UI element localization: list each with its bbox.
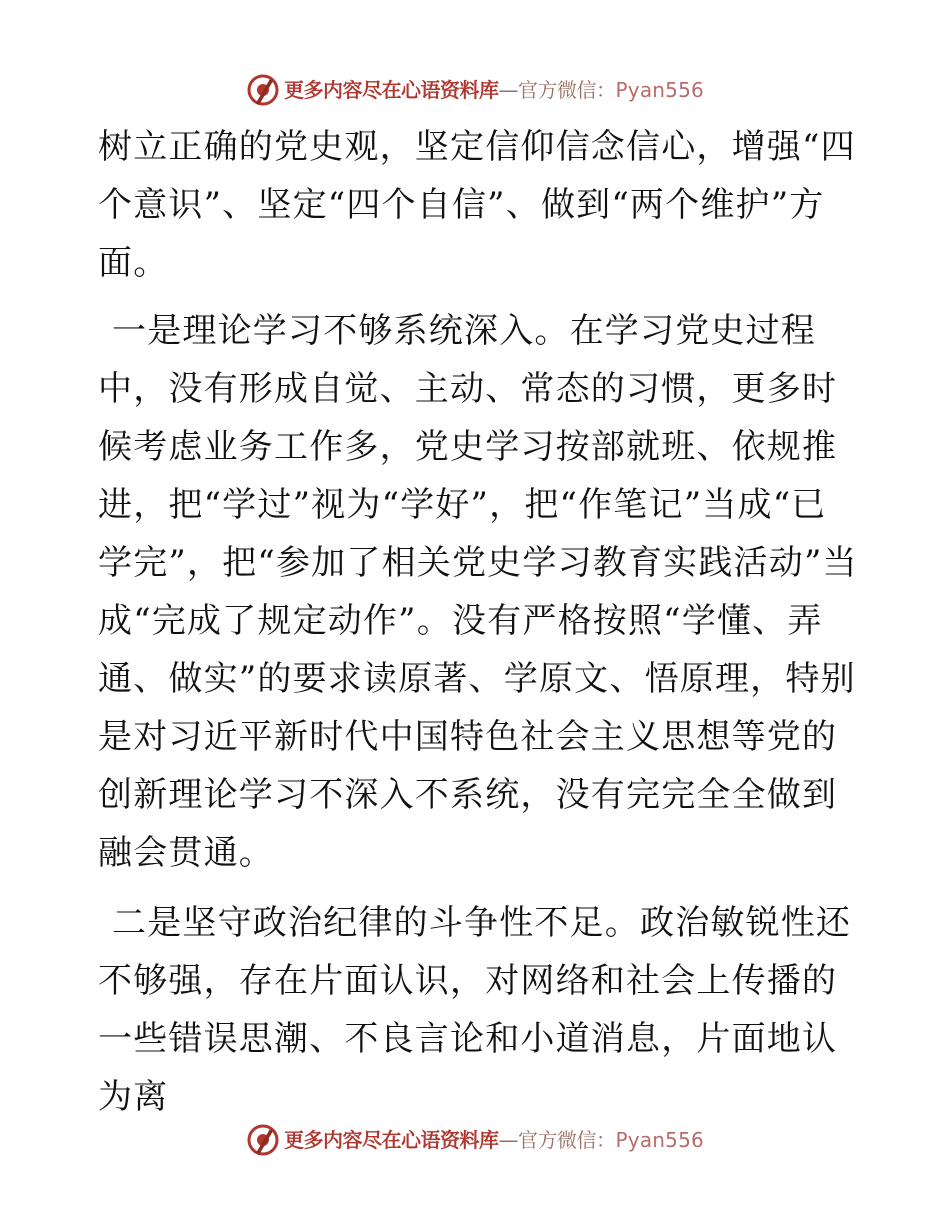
footer-wechat-label: —官方微信：: [498, 1128, 616, 1152]
logo-icon: [246, 73, 280, 107]
header-banner: [0, 70, 950, 110]
paragraph-point-two: 二是坚守政治纪律的斗争性不足。政治敏锐性还不够强，存在片面认识，对网络和社会上传播的一些错误思潮、不良言论和小道消息，片面地认为离: [98, 903, 852, 1117]
header-text: [284, 78, 704, 102]
paragraph-point-one: 一是理论学习不够系统深入。在学习党史过程中，没有形成自觉、主动、常态的习惯，更多时候考虑业务工作多，党史学习按部就班、依规推进，把“学过”视为“学好”，把“作笔记”当成“已学完”，把“参加了相关党史学习教育实践活动”当成“完成了规定动作”。没有严格按照“学懂、弄通、做实”的要求读原著、学原文、悟原理，特别是对习近平新时代中国特色社会主义思想等党的创新理论学习不深入不系统，没有完完全全做到融会贯通。: [98, 311, 858, 873]
footer-site-name: 更多内容尽在心语资料库: [284, 1128, 499, 1152]
header-wechat-id: Pyan556: [615, 78, 704, 102]
header-site-name: 更多内容尽在心语资料库: [284, 78, 499, 102]
footer-text: [284, 1128, 704, 1152]
logo-icon: [246, 1123, 280, 1157]
document-body: [98, 118, 858, 1126]
footer-banner: [0, 1120, 950, 1160]
footer-wechat-id: Pyan556: [615, 1128, 704, 1152]
paragraph-intro: 树立正确的党史观，坚定信仰信念信心，增强“四个意识”、坚定“四个自信”、做到“两个维护”方面。: [98, 127, 856, 283]
header-wechat-label: —官方微信：: [498, 78, 616, 102]
